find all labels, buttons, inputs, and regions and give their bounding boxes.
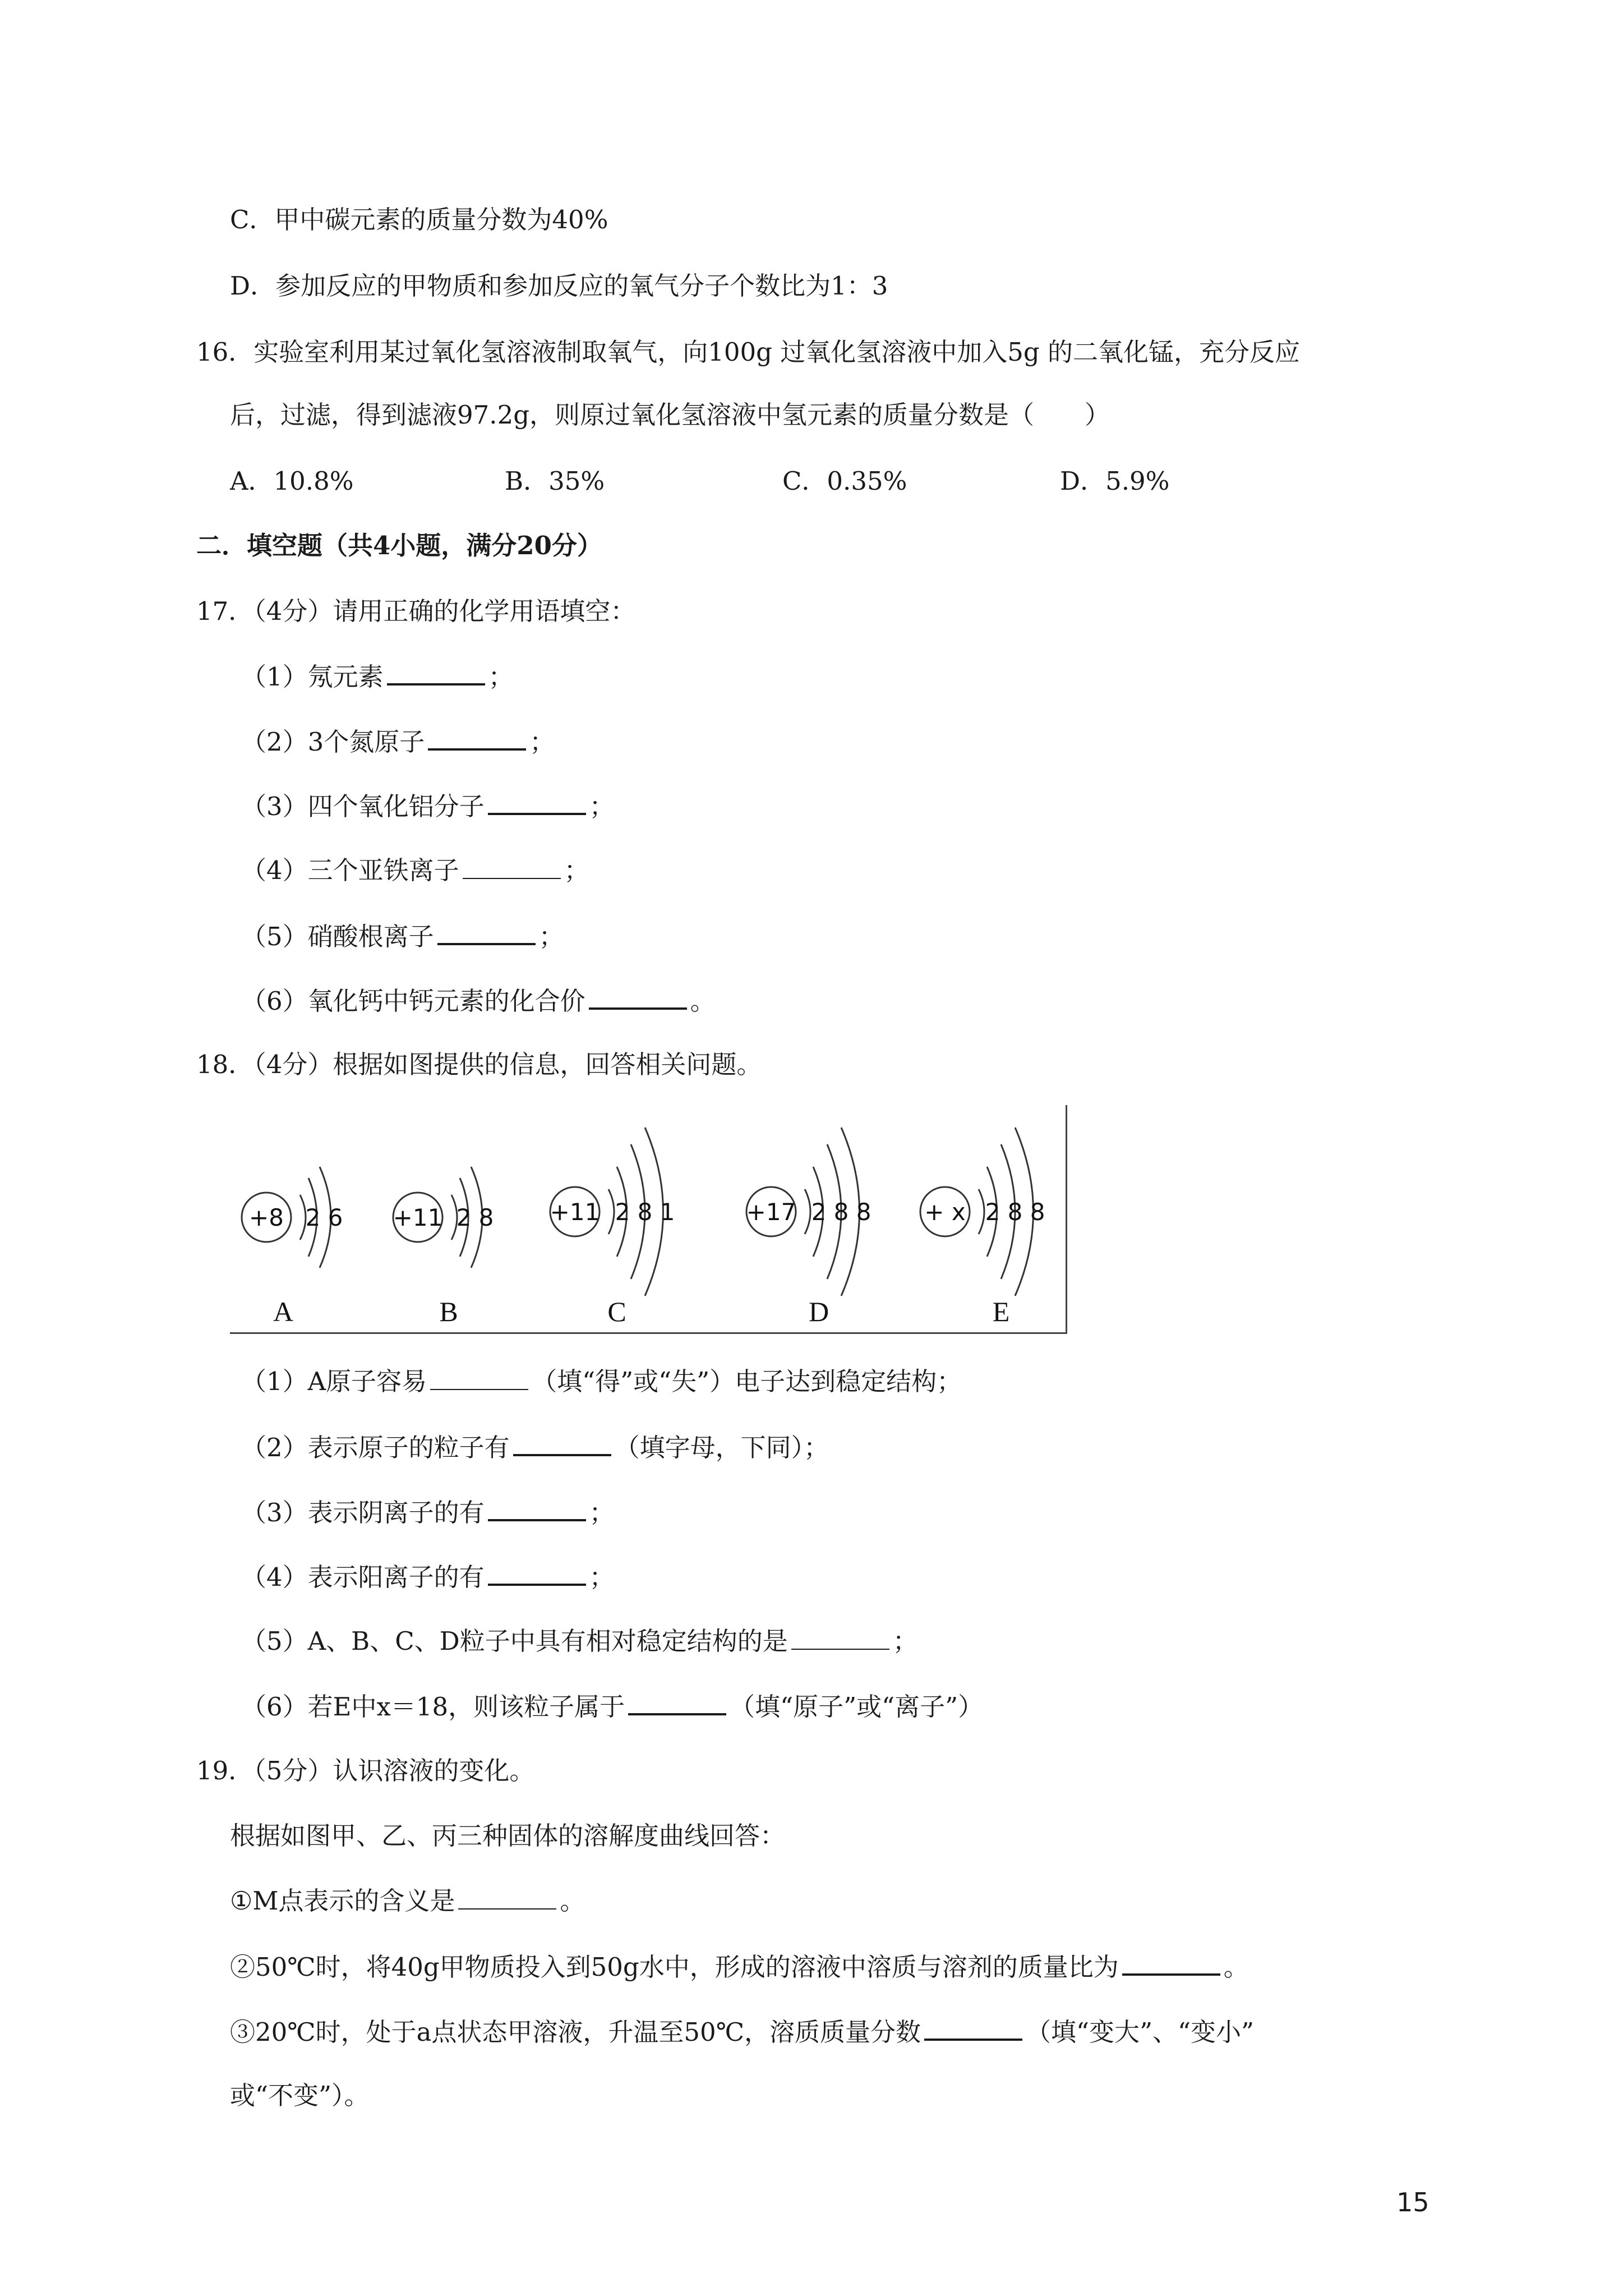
answer-blank[interactable] <box>387 659 485 685</box>
shells-a: 2 6 <box>305 1204 343 1231</box>
shell-arc <box>805 1189 810 1234</box>
q18-item-1: （1）A原子容易 （填“得”或“失”）电子达到稳定结构； <box>241 1364 962 1398</box>
q18-item-5: （5）A、B、C、D粒子中具有相对稳定结构的是 ； <box>241 1624 918 1658</box>
q19-item-3-continued: 或“不变”）。 <box>230 2081 370 2110</box>
answer-blank[interactable] <box>628 1688 726 1715</box>
q18-item-6: （6）若E中x＝18，则该粒子属于 （填“原子”或“离子”） <box>241 1688 983 1724</box>
q17-stem: 17．（4分）请用正确的化学用语填空： <box>196 596 636 626</box>
answer-blank[interactable] <box>430 1364 528 1390</box>
section-heading: 二．填空题（共4小题，满分20分） <box>196 531 602 560</box>
q18-item-3: （3）表示阴离子的有 ； <box>241 1494 615 1530</box>
q19-item-2: ②50℃时，将40g甲物质投入到50g水中，形成的溶液中溶质与溶剂的质量比为 。 <box>230 1949 1249 1984</box>
q19-item-1: ①M点表示的含义是 。 <box>230 1884 585 1918</box>
label-e: E <box>992 1296 1010 1327</box>
answer-blank[interactable] <box>428 724 526 751</box>
atom-diagrams <box>230 1105 1066 1332</box>
q17-item-3: （3）四个氧化铝分子 ； <box>241 788 615 823</box>
answer-blank[interactable] <box>488 1559 586 1586</box>
answer-blank[interactable] <box>458 1884 556 1910</box>
q17-item-6: （6）氧化钙中钙元素的化合价 。 <box>241 983 716 1018</box>
answer-blank[interactable] <box>488 788 586 815</box>
q16-stem-line2: 后，过滤，得到滤液97.2g，则原过氧化氢溶液中氢元素的质量分数是（ ） <box>230 400 1110 430</box>
q19-stem: 19．（5分）认识溶液的变化。 <box>196 1756 535 1786</box>
answer-blank[interactable] <box>1122 1949 1220 1976</box>
answer-blank[interactable] <box>513 1429 611 1456</box>
label-d: D <box>808 1296 829 1327</box>
q18-item-4: （4）表示阳离子的有 ； <box>241 1559 615 1594</box>
q16-options <box>230 464 1239 498</box>
label-b: B <box>439 1296 458 1327</box>
q18-item-2: （2）表示原子的粒子有 （填字母，下同）； <box>241 1429 829 1465</box>
shells-c: 2 8 1 <box>615 1198 675 1226</box>
answer-blank[interactable] <box>791 1624 889 1650</box>
q17-item-2: （2）3个氮原子 ； <box>241 724 555 759</box>
q16-option-d: D．5.9% <box>1060 466 1170 496</box>
q17-item-1: （1）氖元素 ； <box>241 659 514 694</box>
q19-item-3: ③20℃时，处于a点状态甲溶液，升温至50℃，溶质质量分数 （填“变大”、“变小” <box>230 2014 1254 2049</box>
nucleus-d: +17 <box>746 1198 796 1226</box>
q16-option-c: C．0.35% <box>782 466 907 496</box>
page-number: 15 <box>1396 2187 1430 2217</box>
q18-stem: 18．（4分）根据如图提供的信息，回答相关问题。 <box>196 1050 762 1079</box>
shell-arc <box>979 1189 984 1234</box>
shell-arc <box>608 1189 614 1234</box>
q17-item-4: （4）三个亚铁离子 ； <box>241 853 589 887</box>
q19-intro: 根据如图甲、乙、丙三种固体的溶解度曲线回答： <box>230 1821 786 1851</box>
answer-blank[interactable] <box>437 918 536 945</box>
label-a: A <box>273 1296 294 1327</box>
q16-option-b: B．35% <box>505 466 605 496</box>
nucleus-e: + x <box>924 1198 966 1226</box>
answer-blank[interactable] <box>463 853 561 879</box>
nucleus-a: +8 <box>249 1204 284 1231</box>
answer-blank[interactable] <box>924 2014 1022 2041</box>
answer-blank[interactable] <box>589 983 687 1010</box>
answer-blank[interactable] <box>488 1494 586 1521</box>
q15-option-d: D．参加反应的甲物质和参加反应的氧气分子个数比为1：3 <box>230 271 888 301</box>
shell-arc <box>300 1195 306 1240</box>
shells-d: 2 8 8 <box>811 1198 872 1226</box>
q16-stem-line1: 16．实验室利用某过氧化氢溶液制取氧气，向100g 过氧化氢溶液中加入5g 的二氧化锰，充分反应 <box>196 337 1301 367</box>
atom-structure-figure <box>230 1105 1067 1334</box>
q15-option-c: C．甲中碳元素的质量分数为40% <box>230 205 608 234</box>
shells-b: 2 8 <box>456 1204 494 1231</box>
nucleus-c: +11 <box>550 1198 600 1226</box>
nucleus-b: +11 <box>393 1204 443 1231</box>
q17-item-5: （5）硝酸根离子 ； <box>241 918 564 954</box>
shells-e: 2 8 8 <box>985 1198 1045 1226</box>
q16-option-a: A．10.8% <box>230 466 354 496</box>
label-c: C <box>607 1296 626 1327</box>
